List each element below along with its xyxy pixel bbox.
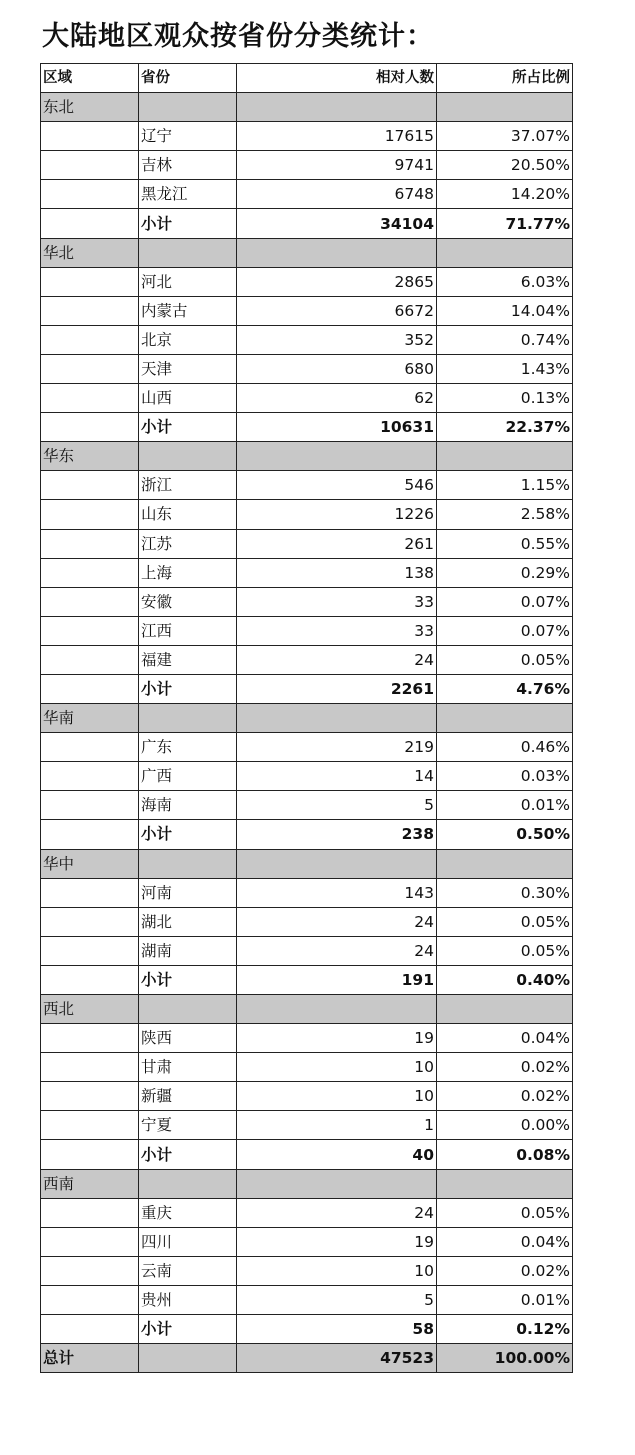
empty-cell <box>41 1140 139 1169</box>
empty-cell <box>437 704 573 733</box>
subtotal-row <box>41 1140 573 1169</box>
empty-cell <box>437 442 573 471</box>
table-row <box>41 645 573 674</box>
empty-cell <box>41 791 139 820</box>
empty-cell <box>437 93 573 122</box>
audience-ratio: 0.07% <box>437 616 573 645</box>
table-row <box>41 122 573 151</box>
province-name: 黑龙江 <box>139 180 237 209</box>
subtotal-label: 小计 <box>139 674 237 703</box>
audience-ratio: 0.55% <box>437 529 573 558</box>
table-row <box>41 296 573 325</box>
empty-cell <box>41 1227 139 1256</box>
table-row <box>41 471 573 500</box>
table-row <box>41 1256 573 1285</box>
province-name: 上海 <box>139 558 237 587</box>
audience-ratio: 0.02% <box>437 1256 573 1285</box>
subtotal-label: 小计 <box>139 1140 237 1169</box>
province-name: 江苏 <box>139 529 237 558</box>
table-row <box>41 354 573 383</box>
region-row <box>41 1169 573 1198</box>
table-row <box>41 1227 573 1256</box>
subtotal-ratio: 0.40% <box>437 965 573 994</box>
audience-ratio: 6.03% <box>437 267 573 296</box>
subtotal-row <box>41 1315 573 1344</box>
audience-count: 352 <box>237 325 437 354</box>
audience-ratio: 0.07% <box>437 587 573 616</box>
empty-cell <box>139 995 237 1024</box>
empty-cell <box>437 849 573 878</box>
total-label: 总计 <box>41 1344 139 1373</box>
subtotal-count: 2261 <box>237 674 437 703</box>
province-name: 海南 <box>139 791 237 820</box>
province-name: 新疆 <box>139 1082 237 1111</box>
empty-cell <box>41 1024 139 1053</box>
province-name: 贵州 <box>139 1285 237 1314</box>
empty-cell <box>41 471 139 500</box>
empty-cell <box>237 238 437 267</box>
audience-count: 9741 <box>237 151 437 180</box>
audience-count: 24 <box>237 936 437 965</box>
audience-count: 19 <box>237 1024 437 1053</box>
province-name: 北京 <box>139 325 237 354</box>
subtotal-label: 小计 <box>139 820 237 849</box>
audience-count: 6672 <box>237 296 437 325</box>
audience-count: 33 <box>237 616 437 645</box>
audience-ratio: 0.46% <box>437 733 573 762</box>
subtotal-count: 34104 <box>237 209 437 238</box>
province-name: 山西 <box>139 384 237 413</box>
region-name: 西北 <box>41 995 139 1024</box>
empty-cell <box>41 733 139 762</box>
header-province: 省份 <box>139 64 237 93</box>
audience-ratio: 0.00% <box>437 1111 573 1140</box>
empty-cell <box>41 122 139 151</box>
audience-ratio: 1.43% <box>437 354 573 383</box>
empty-cell <box>41 1082 139 1111</box>
total-row <box>41 1344 573 1373</box>
table-row <box>41 587 573 616</box>
audience-ratio: 0.04% <box>437 1227 573 1256</box>
empty-cell <box>41 878 139 907</box>
region-name: 东北 <box>41 93 139 122</box>
table-row <box>41 1198 573 1227</box>
empty-cell <box>41 965 139 994</box>
subtotal-row <box>41 820 573 849</box>
audience-ratio: 0.30% <box>437 878 573 907</box>
empty-cell <box>41 820 139 849</box>
audience-ratio: 0.74% <box>437 325 573 354</box>
audience-count: 10 <box>237 1053 437 1082</box>
table-row <box>41 936 573 965</box>
table-row <box>41 762 573 791</box>
subtotal-ratio: 0.12% <box>437 1315 573 1344</box>
audience-ratio: 0.05% <box>437 645 573 674</box>
audience-count: 10 <box>237 1256 437 1285</box>
audience-count: 143 <box>237 878 437 907</box>
header-region: 区域 <box>41 64 139 93</box>
empty-cell <box>437 1169 573 1198</box>
province-name: 云南 <box>139 1256 237 1285</box>
empty-cell <box>237 442 437 471</box>
audience-count: 1226 <box>237 500 437 529</box>
empty-cell <box>237 995 437 1024</box>
table-row <box>41 1053 573 1082</box>
audience-count: 546 <box>237 471 437 500</box>
empty-cell <box>139 442 237 471</box>
subtotal-label: 小计 <box>139 413 237 442</box>
audience-count: 2865 <box>237 267 437 296</box>
province-name: 江西 <box>139 616 237 645</box>
page-title: 大陆地区观众按省份分类统计： <box>42 21 434 52</box>
total-ratio: 100.00% <box>437 1344 573 1373</box>
subtotal-ratio: 4.76% <box>437 674 573 703</box>
region-name: 华南 <box>41 704 139 733</box>
empty-cell <box>41 1285 139 1314</box>
subtotal-label: 小计 <box>139 965 237 994</box>
subtotal-count: 40 <box>237 1140 437 1169</box>
audience-count: 62 <box>237 384 437 413</box>
audience-ratio: 0.29% <box>437 558 573 587</box>
empty-cell <box>139 849 237 878</box>
audience-count: 138 <box>237 558 437 587</box>
audience-ratio: 0.04% <box>437 1024 573 1053</box>
audience-ratio: 0.02% <box>437 1053 573 1082</box>
header-ratio: 所占比例 <box>437 64 573 93</box>
province-name: 重庆 <box>139 1198 237 1227</box>
audience-ratio: 0.05% <box>437 936 573 965</box>
empty-cell <box>41 1315 139 1344</box>
region-row <box>41 995 573 1024</box>
total-count: 47523 <box>237 1344 437 1373</box>
province-name: 天津 <box>139 354 237 383</box>
table-row <box>41 878 573 907</box>
region-row <box>41 704 573 733</box>
table-body <box>41 64 573 1373</box>
table-header-row <box>41 64 573 93</box>
subtotal-count: 191 <box>237 965 437 994</box>
audience-count: 33 <box>237 587 437 616</box>
subtotal-ratio: 22.37% <box>437 413 573 442</box>
empty-cell <box>41 325 139 354</box>
audience-ratio: 0.01% <box>437 791 573 820</box>
province-name: 广西 <box>139 762 237 791</box>
table-row <box>41 558 573 587</box>
audience-count: 10 <box>237 1082 437 1111</box>
audience-ratio: 20.50% <box>437 151 573 180</box>
empty-cell <box>139 238 237 267</box>
audience-ratio: 14.20% <box>437 180 573 209</box>
province-name: 内蒙古 <box>139 296 237 325</box>
table-row <box>41 733 573 762</box>
province-name: 浙江 <box>139 471 237 500</box>
audience-count: 24 <box>237 1198 437 1227</box>
audience-ratio: 0.05% <box>437 1198 573 1227</box>
table-row <box>41 1111 573 1140</box>
audience-ratio: 37.07% <box>437 122 573 151</box>
province-name: 安徽 <box>139 587 237 616</box>
empty-cell <box>437 995 573 1024</box>
province-name: 山东 <box>139 500 237 529</box>
empty-cell <box>139 93 237 122</box>
table-row <box>41 500 573 529</box>
province-name: 河北 <box>139 267 237 296</box>
empty-cell <box>41 1256 139 1285</box>
subtotal-ratio: 0.50% <box>437 820 573 849</box>
region-row <box>41 442 573 471</box>
audience-count: 24 <box>237 645 437 674</box>
audience-count: 219 <box>237 733 437 762</box>
table-row <box>41 907 573 936</box>
table-row <box>41 529 573 558</box>
header-count: 相对人数 <box>237 64 437 93</box>
empty-cell <box>41 180 139 209</box>
empty-cell <box>139 704 237 733</box>
province-name: 辽宁 <box>139 122 237 151</box>
audience-count: 6748 <box>237 180 437 209</box>
province-name: 福建 <box>139 645 237 674</box>
empty-cell <box>41 936 139 965</box>
table-row <box>41 791 573 820</box>
province-name: 湖北 <box>139 907 237 936</box>
empty-cell <box>41 267 139 296</box>
subtotal-row <box>41 965 573 994</box>
province-name: 河南 <box>139 878 237 907</box>
table-row <box>41 1024 573 1053</box>
subtotal-ratio: 0.08% <box>437 1140 573 1169</box>
province-name: 湖南 <box>139 936 237 965</box>
province-name: 陕西 <box>139 1024 237 1053</box>
empty-cell <box>237 93 437 122</box>
table-row <box>41 384 573 413</box>
empty-cell <box>139 1344 237 1373</box>
empty-cell <box>237 1169 437 1198</box>
empty-cell <box>41 151 139 180</box>
empty-cell <box>41 1053 139 1082</box>
province-name: 甘肃 <box>139 1053 237 1082</box>
empty-cell <box>237 704 437 733</box>
table-row <box>41 267 573 296</box>
subtotal-count: 10631 <box>237 413 437 442</box>
empty-cell <box>41 587 139 616</box>
empty-cell <box>41 296 139 325</box>
empty-cell <box>41 674 139 703</box>
subtotal-label: 小计 <box>139 209 237 238</box>
subtotal-count: 58 <box>237 1315 437 1344</box>
region-row <box>41 849 573 878</box>
empty-cell <box>41 1111 139 1140</box>
empty-cell <box>41 384 139 413</box>
empty-cell <box>437 238 573 267</box>
subtotal-ratio: 71.77% <box>437 209 573 238</box>
empty-cell <box>139 1169 237 1198</box>
audience-ratio: 2.58% <box>437 500 573 529</box>
table-row <box>41 1082 573 1111</box>
region-name: 华中 <box>41 849 139 878</box>
audience-ratio: 0.03% <box>437 762 573 791</box>
audience-ratio: 1.15% <box>437 471 573 500</box>
subtotal-row <box>41 413 573 442</box>
region-row <box>41 238 573 267</box>
province-name: 吉林 <box>139 151 237 180</box>
audience-count: 24 <box>237 907 437 936</box>
province-name: 宁夏 <box>139 1111 237 1140</box>
region-name: 华东 <box>41 442 139 471</box>
region-name: 华北 <box>41 238 139 267</box>
subtotal-row <box>41 209 573 238</box>
empty-cell <box>41 413 139 442</box>
subtotal-count: 238 <box>237 820 437 849</box>
empty-cell <box>41 645 139 674</box>
audience-count: 1 <box>237 1111 437 1140</box>
audience-count: 19 <box>237 1227 437 1256</box>
audience-count: 680 <box>237 354 437 383</box>
table-row <box>41 616 573 645</box>
empty-cell <box>41 500 139 529</box>
audience-count: 17615 <box>237 122 437 151</box>
province-name: 四川 <box>139 1227 237 1256</box>
empty-cell <box>41 209 139 238</box>
province-stats-table <box>40 63 573 1373</box>
empty-cell <box>41 558 139 587</box>
table-row <box>41 180 573 209</box>
audience-count: 14 <box>237 762 437 791</box>
subtotal-row <box>41 674 573 703</box>
empty-cell <box>41 616 139 645</box>
table-row <box>41 325 573 354</box>
region-name: 西南 <box>41 1169 139 1198</box>
empty-cell <box>41 907 139 936</box>
audience-count: 5 <box>237 791 437 820</box>
region-row <box>41 93 573 122</box>
empty-cell <box>237 849 437 878</box>
audience-ratio: 0.13% <box>437 384 573 413</box>
audience-count: 261 <box>237 529 437 558</box>
province-name: 广东 <box>139 733 237 762</box>
table-row <box>41 1285 573 1314</box>
subtotal-label: 小计 <box>139 1315 237 1344</box>
audience-count: 5 <box>237 1285 437 1314</box>
audience-ratio: 0.02% <box>437 1082 573 1111</box>
empty-cell <box>41 762 139 791</box>
empty-cell <box>41 1198 139 1227</box>
table-row <box>41 151 573 180</box>
audience-ratio: 14.04% <box>437 296 573 325</box>
empty-cell <box>41 354 139 383</box>
audience-ratio: 0.01% <box>437 1285 573 1314</box>
audience-ratio: 0.05% <box>437 907 573 936</box>
empty-cell <box>41 529 139 558</box>
